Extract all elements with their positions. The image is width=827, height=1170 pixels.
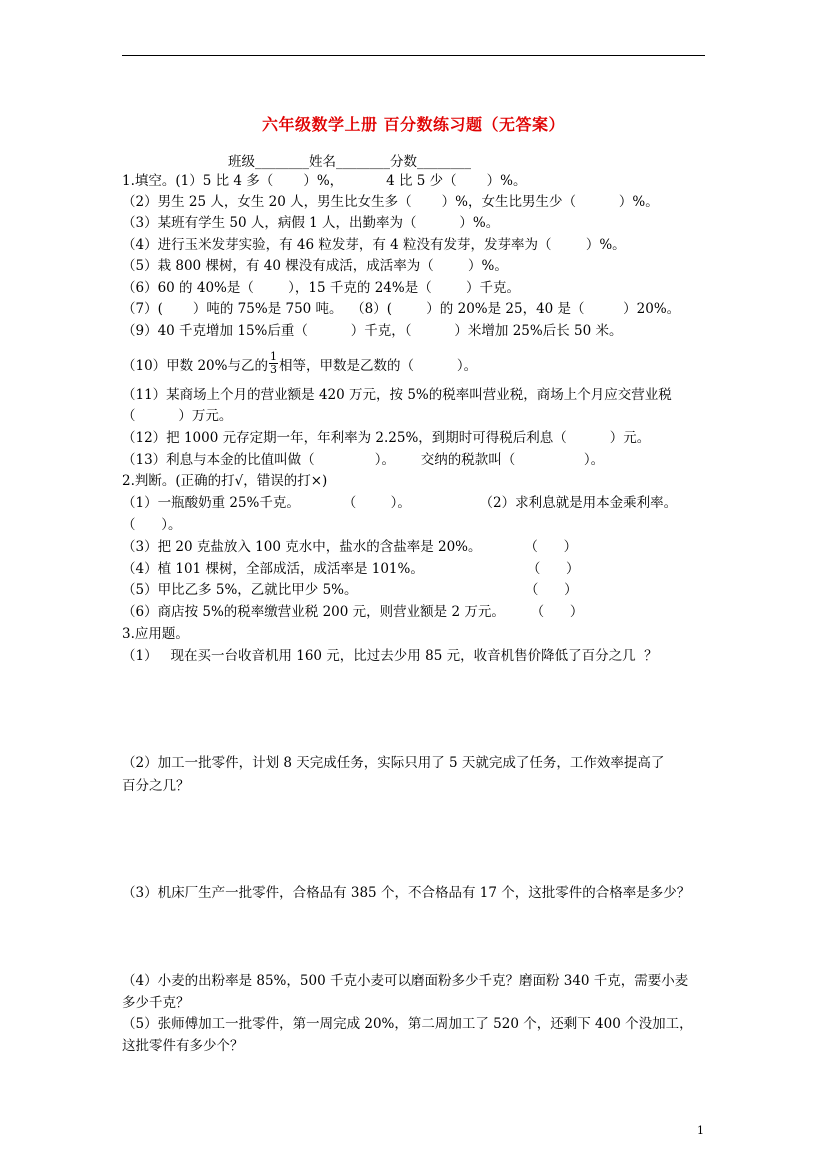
app-q4-line-cont: 多少千克？ — [122, 995, 190, 1011]
section2-heading: 2.判断。(正确的打√，错误的打×) — [122, 473, 328, 489]
q10-text-before: （10）甲数 20%与乙的 — [122, 358, 268, 374]
app-q2-line-cont: 百分之几？ — [122, 778, 190, 794]
q6-line: （6）60 的 40%是（ ），15 千克的 24%是（ ）千克。 — [122, 280, 521, 296]
app-q2-line: （2）加工一批零件，计划 8 天完成任务，实际只用了 5 天就完成了任务，工作效率提高了 — [122, 755, 665, 771]
fraction-numerator: 1 — [269, 350, 277, 363]
q9-line: （9）40 千克增加 15%后重（ ）千克，（ ）米增加 25%后长 50 米。 — [122, 323, 623, 339]
q10-line — [122, 350, 478, 379]
q1-line: 1.填空。(1）5 比 4 多（ ）%， 4 比 5 少（ ）%。 — [122, 173, 527, 189]
judge-3-line: （3）把 20 克盐放入 100 克水中，盐水的含盐率是 20%。 （ ） — [122, 539, 578, 555]
fraction-denominator: 3 — [269, 363, 277, 376]
judge-1-2-line: （1）一瓶酸奶重 25%千克。 （ ）。 （2）求利息就是用本金乘利率。 — [122, 495, 678, 511]
q11-line-cont: （ ）万元。 — [122, 408, 233, 424]
judge-4-line: （4）植 101 棵树，全部成活，成活率是 101%。 （ ） — [122, 561, 580, 577]
q5-line: （5）栽 800 棵树，有 40 棵没有成活，成活率为（ ）%。 — [122, 258, 508, 274]
q4-line: （4）进行玉米发芽实验，有 46 粒发芽，有 4 粒没有发芽，发芽率为（ ）%。 — [122, 237, 626, 253]
app-q3-line: （3）机床厂生产一批零件，合格品有 385 个，不合格品有 17 个，这批零件的合格率是多少？ — [122, 885, 691, 901]
app-q5-line: （5）张师傅加工一批零件，第一周完成 20%，第二周加工了 520 个，还剩下 400 个没加工， — [122, 1016, 693, 1032]
app-q1-line: （1） 现在买一台收音机用 160 元，比过去少用 85 元，收音机售价降低了百分之几 ？ — [122, 648, 658, 664]
judge-6-line: （6）商店按 5%的税率缴营业税 200 元，则营业额是 2 万元。 （ ） — [122, 604, 584, 620]
judge-5-line: （5）甲比乙多 5%，乙就比甲少 5%。 （ ） — [122, 582, 578, 598]
q11-line: （11）某商场上个月的营业额是 420 万元，按 5%的税率叫营业税，商场上个月应交营业税 — [122, 387, 672, 403]
q3-line: （3）某班有学生 50 人，病假 1 人，出勤率为（ ）%。 — [122, 215, 500, 231]
q12-line: （12）把 1000 元存定期一年，年利率为 2.25%，到期时可得税后利息（ ）元。 — [122, 430, 651, 446]
page-title: 六年级数学上册 百分数练习题（无答案） — [261, 115, 566, 134]
q2-line: （2）男生 25 人，女生 20 人，男生比女生多（ ）%，女生比男生少（ ）%。 — [122, 194, 659, 210]
q13-line: （13）利息与本金的比值叫做（ ）。 交纳的税款叫（ ）。 — [122, 452, 605, 468]
header-rule — [122, 55, 705, 56]
page-number: 1 — [697, 1124, 704, 1137]
judge-2-answer: （ ）。 — [122, 517, 182, 533]
app-q4-line: （4）小麦的出粉率是 85%，500 千克小麦可以磨面粉多少千克？磨面粉 340 千克，需要小麦 — [122, 973, 689, 989]
q7-q8-line: （7）( ）吨的 75%是 750 吨。 （8）( ）的 20%是 25，40 是（ ）20%。 — [122, 301, 681, 317]
student-info-line: 班级________姓名________分数________ — [228, 154, 471, 170]
section3-heading: 3.应用题。 — [122, 626, 189, 642]
q10-text-after: 相等，甲数是乙数的（ ）。 — [278, 358, 478, 374]
one-third-fraction — [269, 351, 278, 376]
app-q5-line-cont: 这批零件有多少个？ — [122, 1038, 244, 1054]
